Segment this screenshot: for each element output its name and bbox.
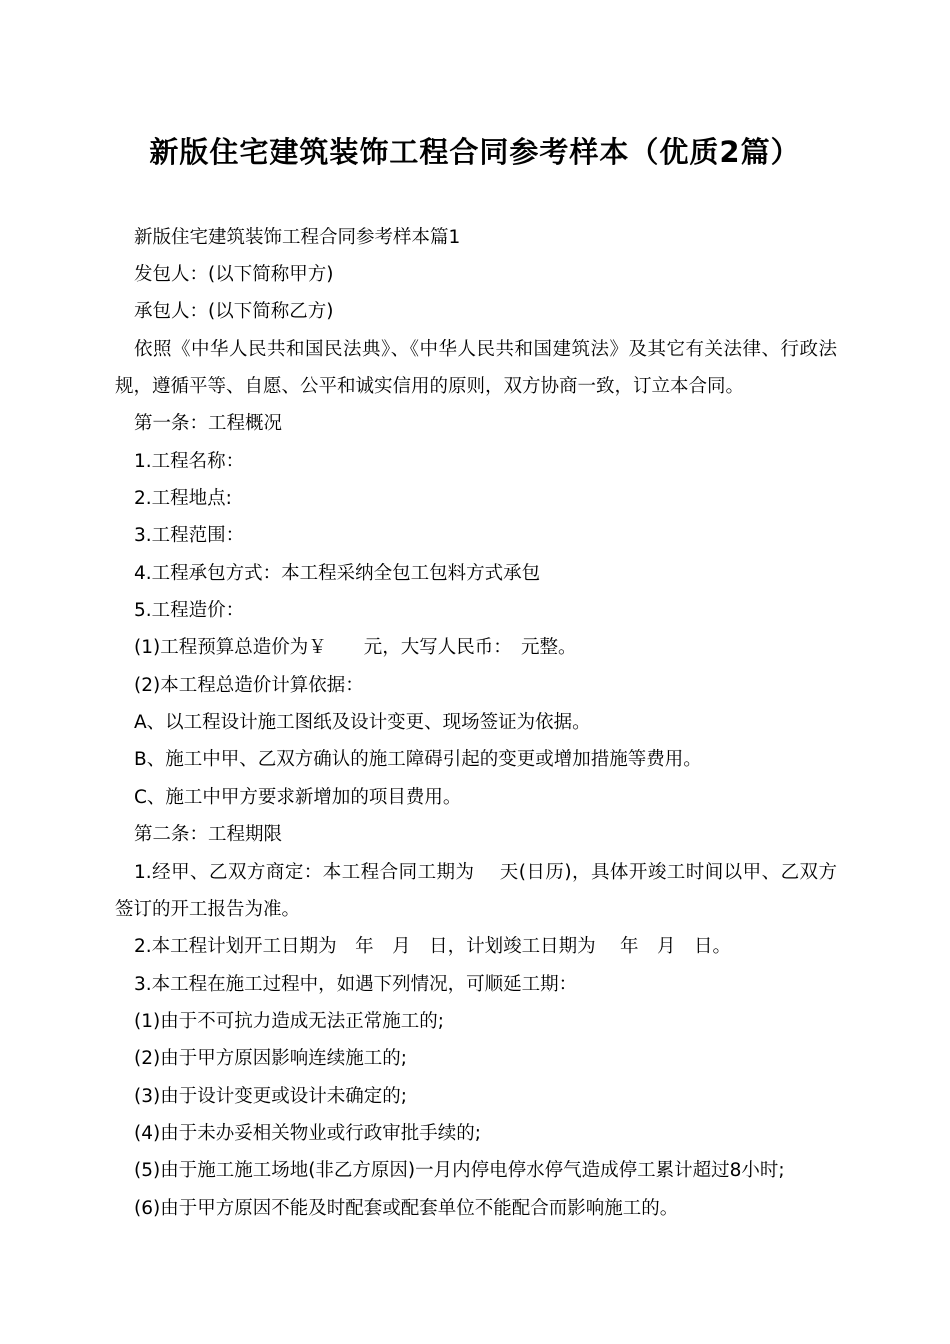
paragraph-article-2: 第二条：工程期限 (134, 824, 283, 845)
paragraph-basis-c: C、施工中甲方要求新增加的项目费用。 (134, 787, 462, 808)
paragraph-project-scope: 3.工程范围： (134, 525, 245, 546)
document-title: 新版住宅建筑装饰工程合同参考样本（优质2篇） (149, 135, 801, 169)
paragraph-contractor: 承包人：(以下简称乙方) (134, 301, 334, 322)
paragraph-basis-a: A、以工程设计施工图纸及设计变更、现场签证为依据。 (134, 712, 591, 733)
paragraph-article-1: 第一条：工程概况 (134, 413, 283, 434)
paragraph-duration: 1.经甲、乙双方商定：本工程合同工期为 天(日历)，具体开竣工时间以甲、乙双方签订的开工报告为准。 (115, 862, 837, 920)
paragraph-budget-total: (1)工程预算总造价为￥ 元，大写人民币： 元整。 (134, 637, 577, 658)
paragraph-planned-dates: 2.本工程计划开工日期为 年 月 日，计划竣工日期为 年 月 日。 (134, 936, 732, 957)
paragraph-employer: 发包人：(以下简称甲方) (134, 264, 334, 285)
paragraph-extension-2: (2)由于甲方原因影响连续施工的; (134, 1048, 407, 1069)
paragraph-contract-method: 4.工程承包方式：本工程采纳全包工包料方式承包 (134, 563, 541, 584)
paragraph-extension-1: (1)由于不可抗力造成无法正常施工的; (134, 1011, 444, 1032)
paragraph-extension-6: (6)由于甲方原因不能及时配套或配套单位不能配合而影响施工的。 (134, 1198, 679, 1219)
paragraph-project-name: 1.工程名称： (134, 451, 245, 472)
paragraph-extension-5: (5)由于施工施工场地(非乙方原因)一月内停电停水停气造成停工累计超过8小时; (134, 1160, 785, 1181)
paragraph-cost-basis: (2)本工程总造价计算依据： (134, 675, 364, 696)
paragraph-extension-3: (3)由于设计变更或设计未确定的; (134, 1086, 407, 1107)
paragraph-extension-4: (4)由于未办妥相关物业或行政审批手续的; (134, 1123, 481, 1144)
paragraph-preamble: 依照《中华人民共和国民法典》、《中华人民共和国建筑法》及其它有关法律、行政法规，遵循平等、自愿、公平和诚实信用的原则，双方协商一致，订立本合同。 (115, 339, 837, 397)
paragraph-project-location: 2.工程地点: (134, 488, 232, 509)
paragraph-project-cost: 5.工程造价： (134, 600, 245, 621)
paragraph-section-heading: 新版住宅建筑装饰工程合同参考样本篇1 (134, 227, 461, 248)
paragraph-extension-intro: 3.本工程在施工过程中，如遇下列情况，可顺延工期： (134, 974, 578, 995)
paragraph-basis-b: B、施工中甲、乙双方确认的施工障碍引起的变更或增加措施等费用。 (134, 749, 702, 770)
